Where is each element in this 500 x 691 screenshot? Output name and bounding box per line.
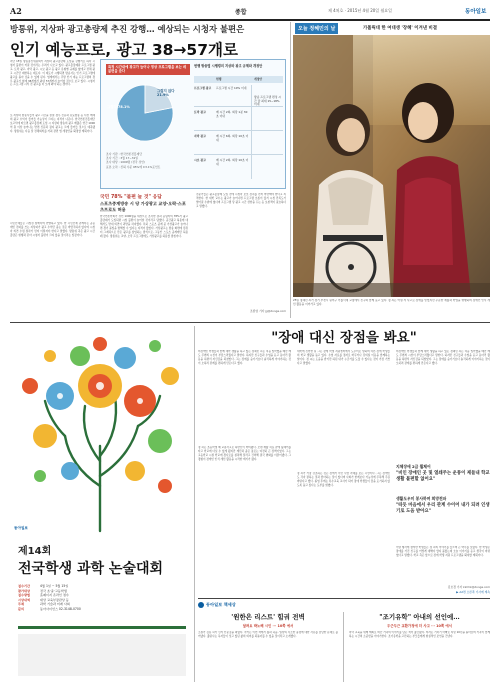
ad-sponsor-strip bbox=[18, 634, 186, 676]
table-cell: 토막 광고 bbox=[194, 110, 206, 114]
book1-body: 소설가 김훈 씨가 신작 산문집을 펴냈다. 작가는 이번 책에서 삶과 죽음, 일상의 사소한 풍경에 대한 사유를 담담한 문체로 풀어냈다. 출판사는 독자들이 잊고 있던 삶의 의미를 되돌아볼 수 있을 것이라고 소개했다. bbox=[198, 631, 338, 638]
table-header-cell: 현행 bbox=[216, 76, 222, 81]
section-name: 종합 bbox=[235, 9, 247, 16]
book-section bbox=[198, 600, 490, 684]
table-header-cell: 개정안 bbox=[254, 76, 263, 81]
feature-byline: 김호경 기자 kimhk@donga.com bbox=[447, 585, 490, 589]
ad-info bbox=[18, 584, 186, 680]
chart-note-line: 조사 대상 : 1000명 (전국 성인) bbox=[106, 160, 146, 165]
feature-body-col2b: 정 씨가 가장 강조하는 것은 장애가 아닌 사람 자체를 보는 시선이다. 그는 장애인도 각자 잘하는 것과 좋아하는 것이 있다며 사회가 한계보다 가능성에 주목해 주길 바란다고 했다. 졸업 후에는 특수교육 교사가 되어 장애 학생들이 꿈을 포기하지 않도록 돕고 싶다는 포부를 밝혔다. bbox=[297, 472, 390, 487]
lead-subhead-sub: 스포츠중계방송 시 당 가상광고 교양·오락·스포츠프로도 허용 bbox=[100, 201, 186, 212]
lead-body-col3: 전문가들은 광고총량제 도입 전에 시청자 보호 장치를 먼저 마련해야 한다고 지적한다. 한 대학 교수는 광고가 늘어나면 프로그램 흐름이 끊겨 시청 만족도가 떨어질 수밖에 없다며 프로그램 당 광고 시간 상한을 두는 등 보완책이 필요하다고 말했다. bbox=[196, 193, 286, 208]
feature-body-col3b: 이날 행사에 참석한 학생들은 정 씨의 이야기를 들으며 큰 박수를 보냈다. 한 학생은 장애를 가진 친구를 어떻게 대해야 할지 몰랐는데 오늘 이야기를 듣고 생각이 바뀌었다고 말했다. 학교 측은 앞으로 장애 학생 지원 프로그램을 확대할 계획이다. bbox=[396, 546, 490, 557]
lead-headline: 인기 예능프로, 광고 38→57개로 bbox=[10, 41, 238, 59]
lead-subhead: 국민 78% "불편 늘 것" 응답 bbox=[100, 195, 162, 200]
photo-label: 오늘 정혜민의 날 bbox=[295, 23, 338, 34]
pie-label-yes: 그렇다 78.1% bbox=[107, 105, 130, 109]
photo-caption: 25일 정혜민 씨가 경기 부천시 원미구 가톨릭대 교정에서 친구와 함께 웃고 있다. 정 씨는 어릴 적 사고로 장애를 얻었지만 꾸준한 재활과 학업을 병행하며 장애인 인식 개선 활동을 이어가고 있다. bbox=[293, 299, 490, 306]
ad-info-key: 참가대상 bbox=[18, 588, 30, 593]
table-cell: 매 시간 2회, 회당 10초 이내 bbox=[216, 158, 249, 166]
ad-info-key: 접수기간 bbox=[18, 584, 30, 588]
ad-info-key: 시상내역 bbox=[18, 597, 30, 602]
header-rule bbox=[10, 19, 490, 21]
ad-info-value: 4월 1일 ~ 5월 15일 bbox=[40, 584, 69, 588]
table-row bbox=[194, 133, 283, 155]
feature-quote-box bbox=[396, 464, 490, 544]
book-label-text: 동아일보 책세상 bbox=[206, 602, 236, 607]
chart-note-line: 조사 기간 : 3월 17~31일 bbox=[106, 156, 138, 161]
chart-box bbox=[100, 59, 286, 189]
book2-subtitle: 두근두근 교환가정에 더 사고 ··· 10쪽 에서 bbox=[387, 624, 452, 628]
lead-kicker: 방통위, 지상파 광고총량제 추진 강행… 예상되는 시청자 불편은 bbox=[10, 24, 245, 34]
ad-info-value: 전국 초·중·고등학생 bbox=[40, 588, 67, 593]
book1-title: '원한은 리스트' 힘궈 전벽 bbox=[231, 613, 305, 621]
feature-body-col1: 비장애인 학생들과 함께 대학 생활을 하고 있는 정혜민 씨는 처음 입학했을 때만 해도 주변의 시선이 부담스러웠다고 말한다. 하지만 친구들과 수업을 듣고 동아리 활동을 하면서 자신감을 되찾았다. 그는 장애를 숨기기보다 솔직하게 이야기하는 것이 오히려 관계를 편하게 만든다고 했다. bbox=[198, 350, 291, 365]
table-cell: 매 시간 2회, 회당 1분 30초 이내 bbox=[216, 110, 248, 118]
feature-body-col3: 비장애인 학생들과 함께 대학 생활을 하고 있는 정혜민 씨는 처음 입학했을 때만 해도 주변의 시선이 부담스러웠다고 말한다. 하지만 친구들과 수업을 듣고 동아리 활동을 하면서 자신감을 되찾았다. 그는 장애를 숨기기보다 솔직하게 이야기하는 것이 오히려 관계를 편하게 만든다고 했다. bbox=[396, 350, 490, 365]
section-rule bbox=[10, 322, 490, 323]
ad-illustration bbox=[10, 326, 190, 536]
pie-label-no: 그렇지 않다 21.9% bbox=[157, 89, 175, 97]
ad-info-row bbox=[18, 607, 186, 612]
table-cell: 매 시간 6회, 회당 10초 이내 bbox=[216, 134, 249, 142]
science-contest-ad bbox=[10, 326, 190, 682]
ad-title: 전국학생 과학 논술대회 bbox=[18, 561, 163, 577]
feature-body-col2: 대학에 진학한 뒤 그는 장애 학생 지원센터에서 도우미로 일하며 다른 장애 학생들의 학교 생활을 돕고 있다. 수업 자료를 점자로 바꾸거나 강의실 이동을 함께하는 일이다. 정 씨는 도움을 받기만 하던 내가 누군가를 도울 수 있다는 것이 가장 기쁘다고 말했다. bbox=[297, 350, 390, 365]
lead-byline: 조종엽 기자 jjj@donga.com bbox=[249, 309, 286, 313]
lead-body-col1: 지난 15일 방송통신위원회가 지상파 광고총량제 도입을 강행키로 하자 시청자 불편이 커질 것이라는 우려가 나오고 있다. 광고총량제란 프로그램 광고, 토막 광고, 자막 광고, 시보 광고 등 광고 유형별 규제를 없애고 전체 광고 시간만 제한하는 제도다. 이 제도가 시행되면 방송사는 인기 프로그램에 광고를 몰아 넣을 수 있게 된다. 업계에서는 주말 인기 예능 프로그램의 경우 광고가 현재 38개에서 최대 57개까지 늘어날 것으로 보고 있다. 시청자는 프로그램 시작 전 광고를 더 오래 봐야 하는 셈이다. bbox=[10, 60, 95, 87]
ad-subtitle: 제14회 bbox=[18, 546, 52, 557]
chart-note-line: 표본 오차 : 신뢰 수준 95%에 ±3.1%포인트 bbox=[106, 164, 161, 169]
quote-text-1: "비인 장애인 곳 및 열쇄주는 운통이 제들내 학교생활 불편할 없어요" bbox=[396, 471, 490, 482]
book1-subtitle: 달려요 박노해 시인 ··· 10쪽 에서 bbox=[242, 624, 294, 628]
feature-related-link[interactable]: ▶ A2면 오른쪽 기사에 계속 bbox=[456, 590, 490, 594]
ad-info-key: 접수방법 bbox=[18, 593, 30, 598]
book2-body: 자녀 교육을 위해 해외로 떠난 가족의 이야기를 담은 책이 출간됐다. 저자는 기러기 아빠로 지낸 10년을 돌아보며 가족이 함께하는 시간의 소중함을 이야기한다. 조기유학을 고민하는 부모들에게 현실적인 조언을 건넨다. bbox=[349, 631, 490, 638]
table-title: 현행 방송법 시행령의 지상파 광고 규제와 개정안 bbox=[194, 64, 263, 68]
photo-block bbox=[293, 22, 490, 320]
page-number: A2 bbox=[10, 6, 22, 16]
lead-body-col1c: 시민단체들은 시청권 침해라며 반발하고 있다. 한 시민단체 관계자는 공공재인 전파를 쓰는 지상파가 광고 수익만 좇는 것은 바람직하지 않다며 시청자 의견 수렴 절차가 먼저 이뤄져야 한다고 말했다. 방통위 측은 광고 시간 총량은 현행과 같아 시청자 불편이 크지 않을 것이라는 입장이다. bbox=[10, 222, 95, 237]
book-item-2 bbox=[349, 612, 490, 684]
book2-title: "조기유학" 아내의 선인에… bbox=[379, 613, 460, 621]
table-cell: 프로그램 광고 bbox=[194, 86, 212, 90]
column-divider bbox=[194, 326, 195, 682]
feature-title: "장애 대신 장점을 봐요" bbox=[271, 330, 417, 346]
ad-info-value: 대상 교육부장관상 등 bbox=[40, 597, 69, 602]
photo-image bbox=[293, 35, 490, 297]
book-item-1 bbox=[198, 612, 338, 684]
table-cell: 방송 프로그램 편성 시간 당 최대 15~18% 이내 bbox=[254, 95, 281, 107]
ad-info-key: 주제 bbox=[18, 602, 24, 607]
bottom-rule bbox=[198, 598, 490, 599]
chart-title: 특정 시간대에 광고가 늘어나 정상 프로그램을 보는 데 불편을 준다 bbox=[106, 64, 190, 75]
feature-body-col1b: 정 씨는 초등학생 때 교통사고로 하반신이 마비됐다. 오랜 재활 치료 끝에 휠체어를 타고 학교에 다닐 수 있게 됐지만 계단과 좁은 통로는 여전히 큰 장벽이었다. 그는 고등학교 시절 학교에 경사로를 설치해 달라고 건의해 결국 변화를 이끌어냈다. 그 경험이 장애인 인식 개선 활동을 시작한 계기가 됐다. bbox=[198, 446, 291, 461]
ad-footer-bar bbox=[18, 626, 186, 629]
quote-label-1: 지체장애 2급 휠체어 bbox=[396, 464, 431, 469]
table-row bbox=[194, 157, 283, 179]
column-divider bbox=[343, 612, 344, 682]
ad-badge: 동아일보 bbox=[14, 526, 28, 530]
table-cell: 프로그램 시간 10% 이내 bbox=[216, 86, 247, 90]
table-row bbox=[194, 109, 283, 131]
issue-date: 제 4처호 · 2015년 4월 20일 월요일 bbox=[328, 8, 393, 13]
ad-info-value: 동아사이언스 02-3148-0700 bbox=[40, 606, 81, 611]
lead-body-col2: 한국언론학회가 성인 1000명을 대상으로 조사한 결과 응답자의 78%가 광고총량제가 도입되면 시청 불편이 늘어날 것이라고 답했다. 중간광고 허용에 대해서도 반대 의견이 과반을 차지했다. 특히 스포츠 중계 중 가상광고가 늘어나면 경기 몰입을 방해할 수 있다는 지적이 많았다. 가상광고는 방송 화면에 컴퓨터 그래픽으로 만든 광고를 삽입하는 방식으로, 그동안 스포츠 중계에만 허용돼 왔다. 방통위는 교양, 오락 프로그램에도 가상광고를 허용할 방침이다. bbox=[100, 215, 188, 238]
photo-title: 가톨릭대 한 여대생 '장혜' 이겨낸 비결 bbox=[363, 26, 437, 31]
table-divider bbox=[251, 85, 252, 179]
quote-text-2: "따듯 마음에서 우리 관계 수이어 내가 되려 인생기로 도움 받아요" bbox=[396, 503, 490, 514]
table-cell: 시보 광고 bbox=[194, 158, 206, 162]
quote-label-2: 생활도우미 봉사하며 희망전파 bbox=[396, 496, 447, 501]
chart-note bbox=[106, 152, 190, 169]
lead-article bbox=[10, 22, 286, 320]
regulation-table bbox=[194, 76, 283, 184]
table-header-row bbox=[194, 76, 283, 83]
table-cell: 자막 광고 bbox=[194, 134, 206, 138]
page-header bbox=[10, 6, 490, 18]
column-divider bbox=[290, 22, 291, 318]
lead-body-col1b: 또 지상파 방송사들이 광고 시간을 늘릴 경우 신문과 유료방송 등 다른 매체의 광고 수익이 줄어들 가능성이 크다는 지적이 나온다. 한국언론진흥재단 보고서에 따르면 광고총량제 도입 시 지상파 방송의 광고 매출은 연간 1000억 원 이상 늘어나는 반면 신문과 잡지 광고는 크게 줄어들 것으로 예측됐다. 방통위는 다음 달 전체회의를 거쳐 관련 법 개정안을 확정할 계획이다. bbox=[10, 114, 95, 133]
book-icon bbox=[198, 602, 204, 608]
chart-note-line: 조사 기관 : 한국언론진흥재단 bbox=[106, 152, 143, 156]
ad-info-value: 홈페이지 온라인 접수 bbox=[40, 593, 69, 598]
paper-name: 동아일보 bbox=[465, 9, 487, 15]
ad-info-key: 문의 bbox=[18, 606, 24, 611]
ad-info-value: 과학 기술과 미래 사회 bbox=[40, 602, 70, 607]
feature-article bbox=[198, 326, 490, 596]
